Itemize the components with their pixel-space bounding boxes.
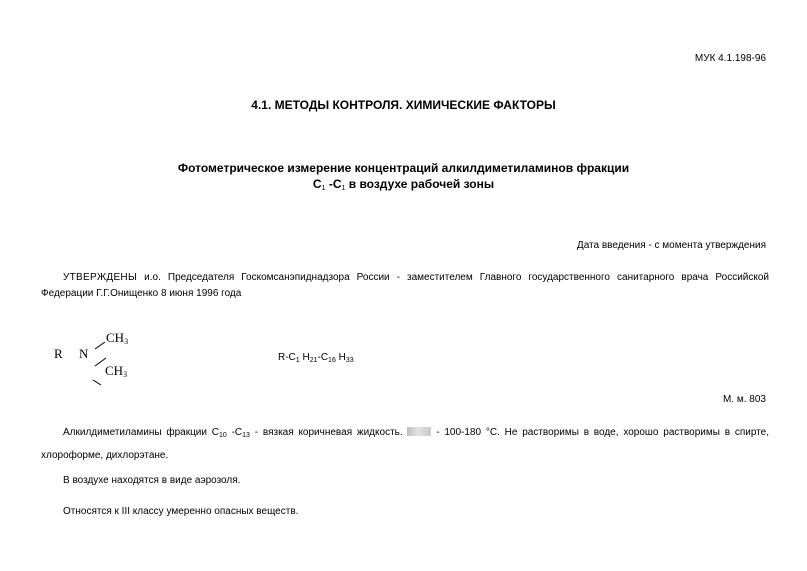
document-code: МУК 4.1.198-96: [694, 53, 766, 64]
p1-sub2: 13: [242, 432, 250, 439]
title-line-2-rest: в воздухе рабочей зоны: [345, 177, 495, 191]
title-line-1: Фотометрическое измерение концентраций алкилдиметиламинов фракции: [177, 161, 630, 175]
r-def-h2: H: [335, 352, 346, 363]
r-def-sub1: 1: [295, 357, 300, 364]
r-def-prefix: R-C: [278, 352, 296, 363]
formula-ch3-top: [106, 330, 128, 346]
molecular-mass: М. м. 803: [722, 394, 766, 405]
title-c-letter: С: [312, 177, 322, 191]
ch3-top-sub: 3: [124, 337, 129, 346]
r-def-sub4: 33: [345, 357, 354, 364]
boiling-point-symbol-image: [407, 427, 431, 436]
section-title: 4.1. МЕТОДЫ КОНТРОЛЯ. ХИМИЧЕСКИЕ ФАКТОРЫ: [251, 98, 556, 112]
title-line-2: [0, 176, 807, 197]
formula-r-label: R: [54, 346, 63, 361]
r-def-sub3: 16: [328, 357, 336, 364]
bond-extra: [93, 380, 101, 385]
r-def-h1: H: [299, 352, 310, 363]
title-c-sub-2: 1: [341, 185, 346, 192]
p1-start: Алкилдиметиламины фракции С: [63, 427, 219, 438]
structural-formula: [50, 325, 170, 390]
approved-text: и.о. Председателя Госкомсанэпиднадзора России - заместителем Главного государственного санитарного врача Российской Федерации Г.Г.Онищенко 8 июня 1996 года: [41, 272, 769, 299]
p1-mid: -С: [226, 427, 243, 438]
approval-paragraph: [41, 270, 769, 302]
radical-definition: [278, 352, 354, 364]
bond-top: [95, 342, 105, 349]
approved-caps: УТВЕРЖДЕНЫ: [63, 272, 138, 283]
p1-sub1: 10: [219, 432, 227, 439]
document-title: [0, 160, 807, 197]
formula-ch3-bottom: [105, 363, 127, 379]
p1-after: - вязкая коричневая жидкость.: [249, 427, 408, 438]
paragraph-hazard-class: Относятся к III классу умеренно опасных веществ.: [63, 506, 299, 517]
ch3-bottom-letters: CH: [105, 363, 124, 378]
r-def-mid: -C: [317, 352, 329, 363]
paragraph-aerosol: В воздухе находятся в виде аэрозоля.: [63, 475, 241, 486]
r-def-sub2: 21: [309, 357, 318, 364]
ch3-top-letters: CH: [106, 330, 125, 345]
title-c-sub-1: 1: [321, 185, 326, 192]
paragraph-properties: [41, 423, 769, 466]
ch3-bottom-sub: 3: [123, 370, 128, 379]
title-dash: -С: [325, 177, 342, 191]
formula-n-label: N: [79, 346, 89, 361]
introduction-date: Дата введения - с момента утверждения: [576, 240, 766, 251]
p1-rest: - 100-180 °С. Не растворимы в воде, хорошо растворимы в спирте, хлороформе, дихлорэтане.: [41, 427, 769, 461]
